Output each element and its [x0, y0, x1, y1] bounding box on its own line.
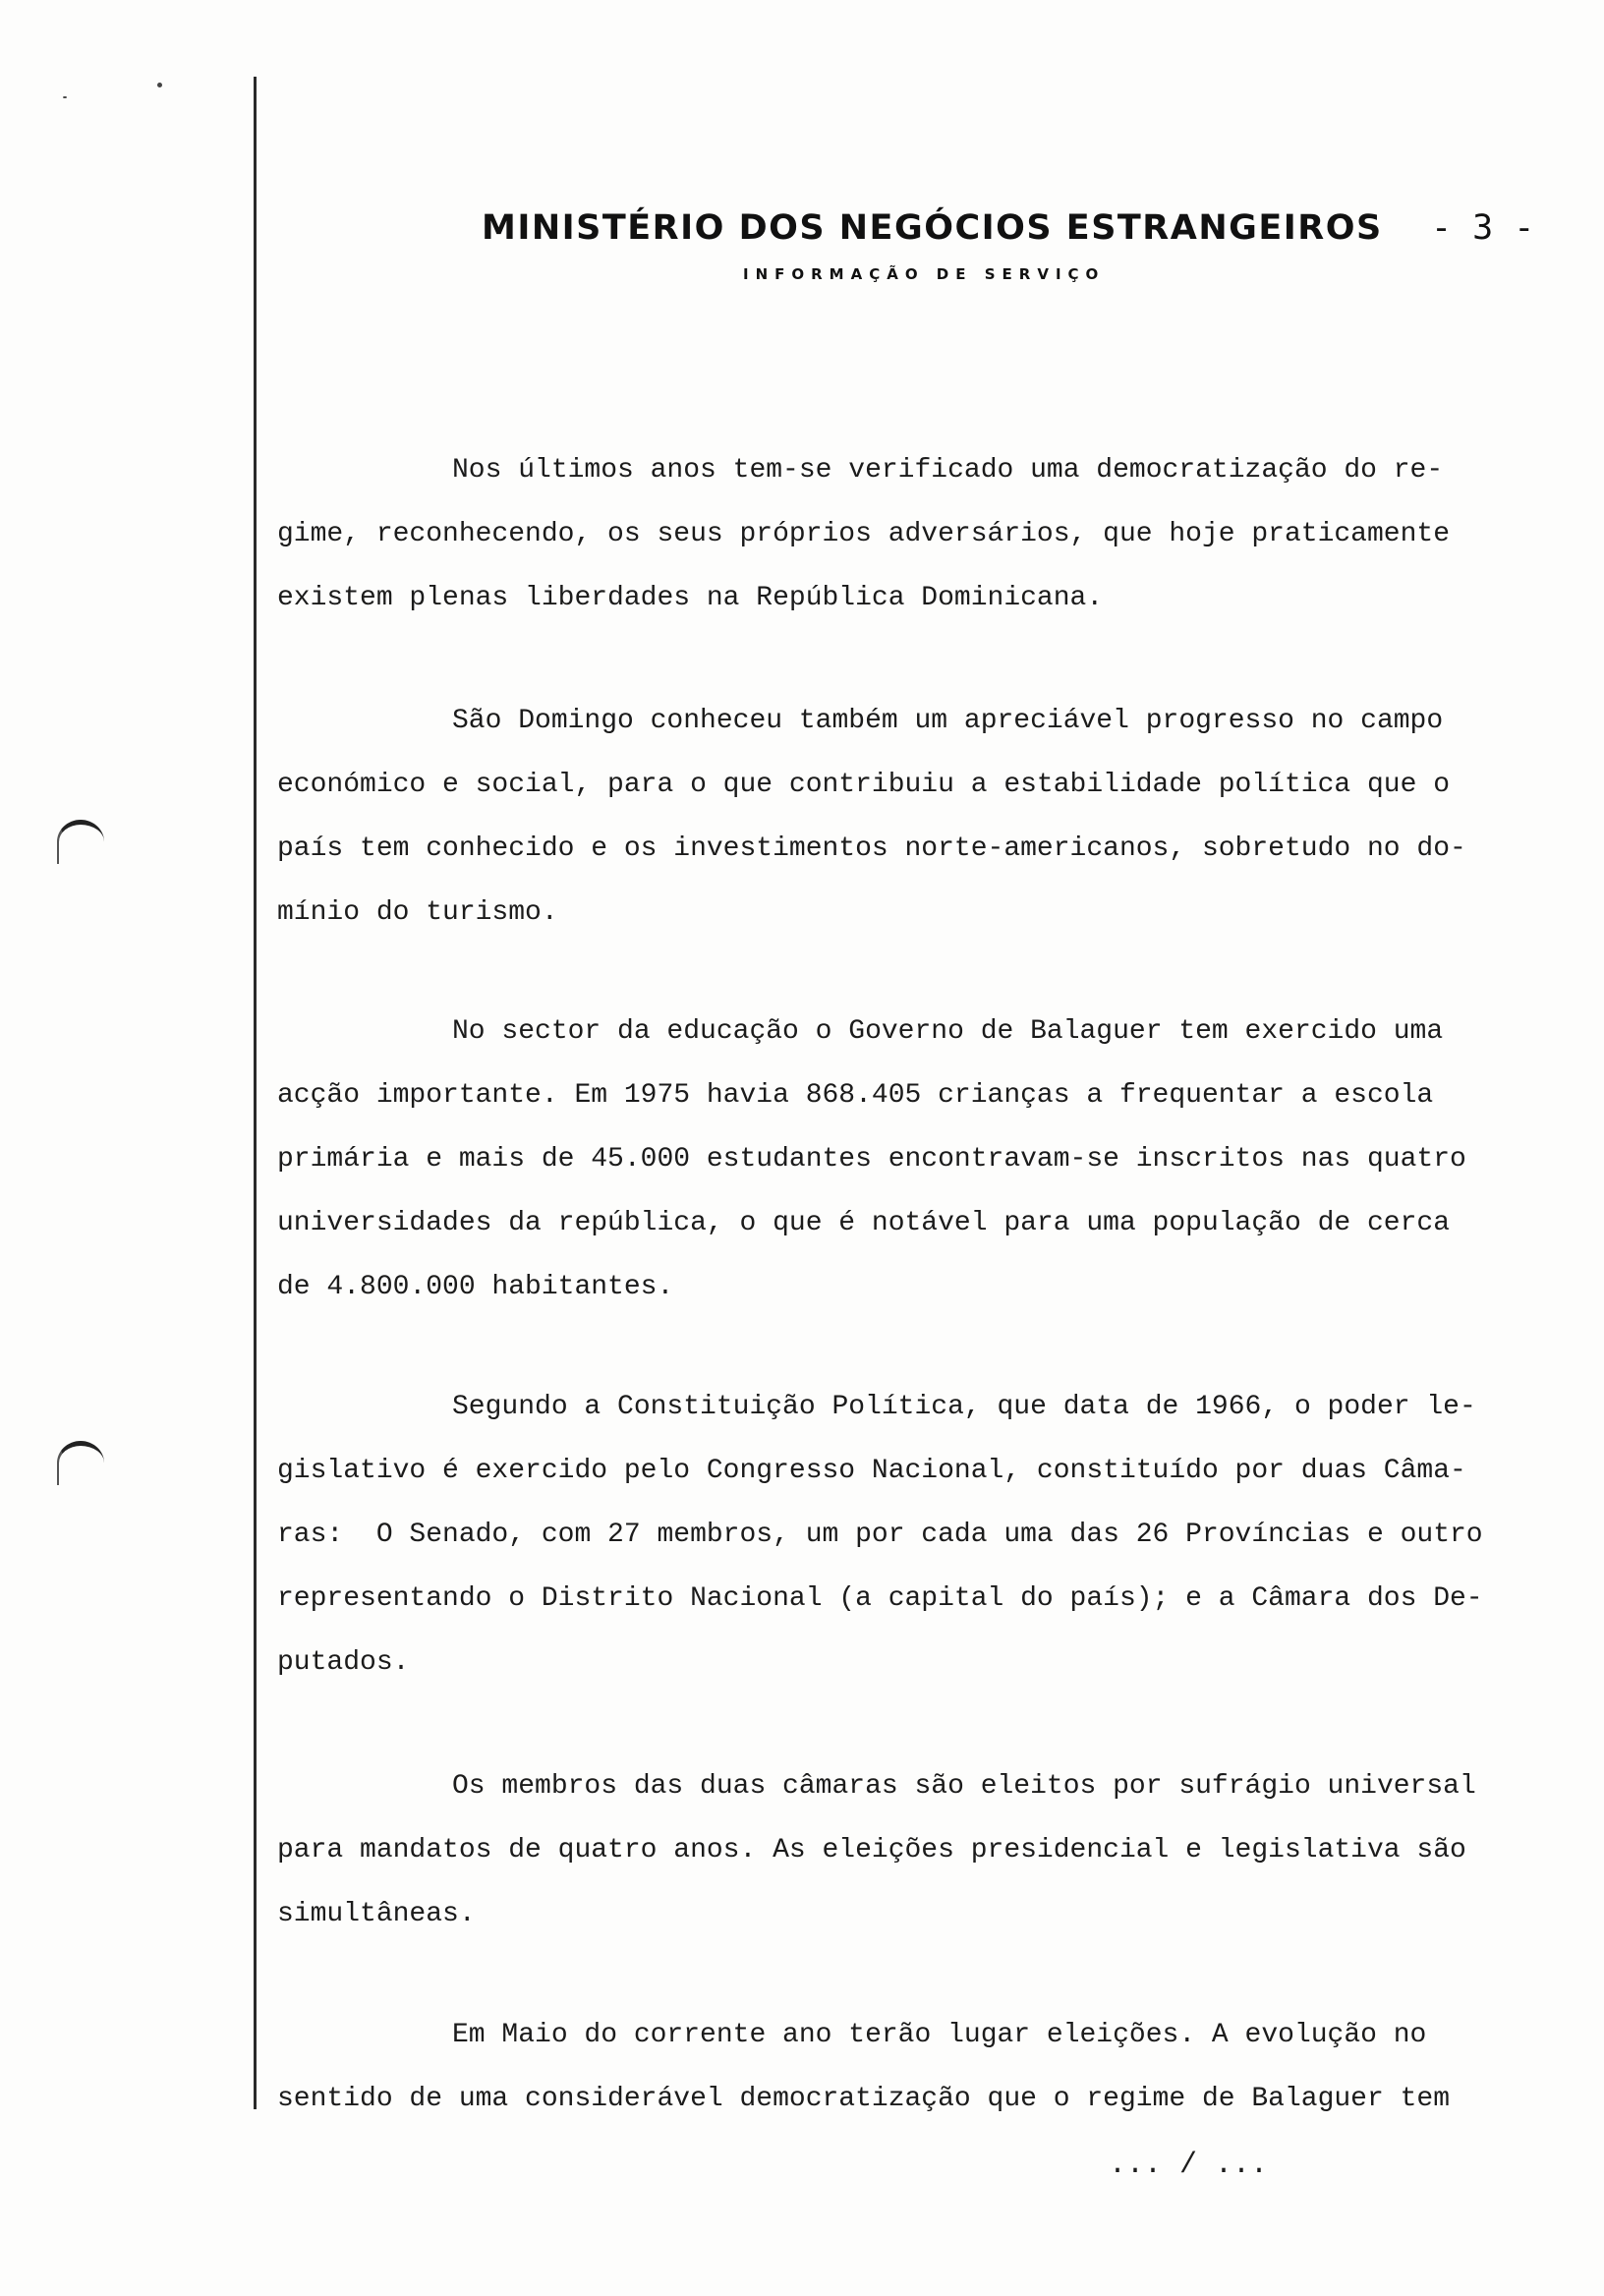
text-line: de 4.800.000 habitantes. [277, 1272, 674, 1302]
paragraph [277, 1754, 1584, 1946]
paragraph [277, 2003, 1584, 2131]
document-body [277, 438, 1584, 2131]
text-line: primária e mais de 45.000 estudantes encontravam-se inscritos nas quatro [277, 1144, 1466, 1175]
paragraph [277, 689, 1584, 945]
punch-hole-mark [57, 1441, 104, 1485]
text-line: existem plenas liberdades na República Dominicana. [277, 583, 1104, 613]
punch-hole-mark [57, 820, 104, 864]
text-line: económico e social, para o que contribuiu a estabilidade política que o [277, 770, 1450, 800]
paragraph [277, 438, 1584, 630]
paragraph-gap [277, 630, 1584, 689]
paragraph-gap [277, 1946, 1584, 2003]
paragraph-gap [277, 1694, 1584, 1754]
letterhead-title: MINISTÉRIO DOS NEGÓCIOS ESTRANGEIROS [482, 208, 1383, 248]
text-line: Os membros das duas câmaras são eleitos por sufrágio universal [452, 1771, 1476, 1802]
text-line: putados. [277, 1647, 410, 1678]
left-margin-rule [254, 77, 257, 2109]
paragraph [277, 1000, 1584, 1319]
paragraph-gap [277, 1319, 1584, 1375]
text-line: Segundo a Constituição Política, que data de 1966, o poder le- [452, 1392, 1476, 1422]
text-line: São Domingo conheceu também um apreciável progresso no campo [452, 706, 1444, 736]
text-line: gislativo é exercido pelo Congresso Nacional, constituído por duas Câma- [277, 1456, 1466, 1486]
text-line: acção importante. Em 1975 havia 868.405 crianças a frequentar a escola [277, 1080, 1434, 1111]
text-line: para mandatos de quatro anos. As eleições presidencial e legislativa são [277, 1835, 1466, 1866]
text-line: Nos últimos anos tem-se verificado uma democratização do re- [452, 455, 1444, 486]
continuation-marker: ... / ... [1109, 2149, 1269, 2182]
text-line: representando o Distrito Nacional (a capital do país); e a Câmara dos De- [277, 1583, 1483, 1614]
text-line: Em Maio do corrente ano terão lugar eleições. A evolução no [452, 2020, 1427, 2050]
text-line: gime, reconhecendo, os seus próprios adversários, que hoje praticamente [277, 519, 1450, 549]
text-line: país tem conhecido e os investimentos norte-americanos, sobretudo no do- [277, 833, 1466, 864]
text-line: No sector da educação o Governo de Balaguer tem exercido uma [452, 1016, 1444, 1047]
letterhead-subtitle: INFORMAÇÃO DE SERVIÇO [743, 265, 1106, 283]
text-line: universidades da república, o que é notável para uma população de cerca [277, 1208, 1450, 1238]
text-line: mínio do turismo. [277, 897, 558, 928]
text-line: ras: O Senado, com 27 membros, um por cada uma das 26 Províncias e outro [277, 1520, 1483, 1550]
paragraph-gap [277, 945, 1584, 1000]
page-number: - 3 - [1431, 208, 1535, 248]
text-line: sentido de uma considerável democratização que o regime de Balaguer tem [277, 2084, 1450, 2114]
ink-speck [157, 83, 162, 87]
paragraph [277, 1375, 1584, 1694]
text-line: simultâneas. [277, 1899, 476, 1929]
ink-speck [63, 96, 67, 98]
